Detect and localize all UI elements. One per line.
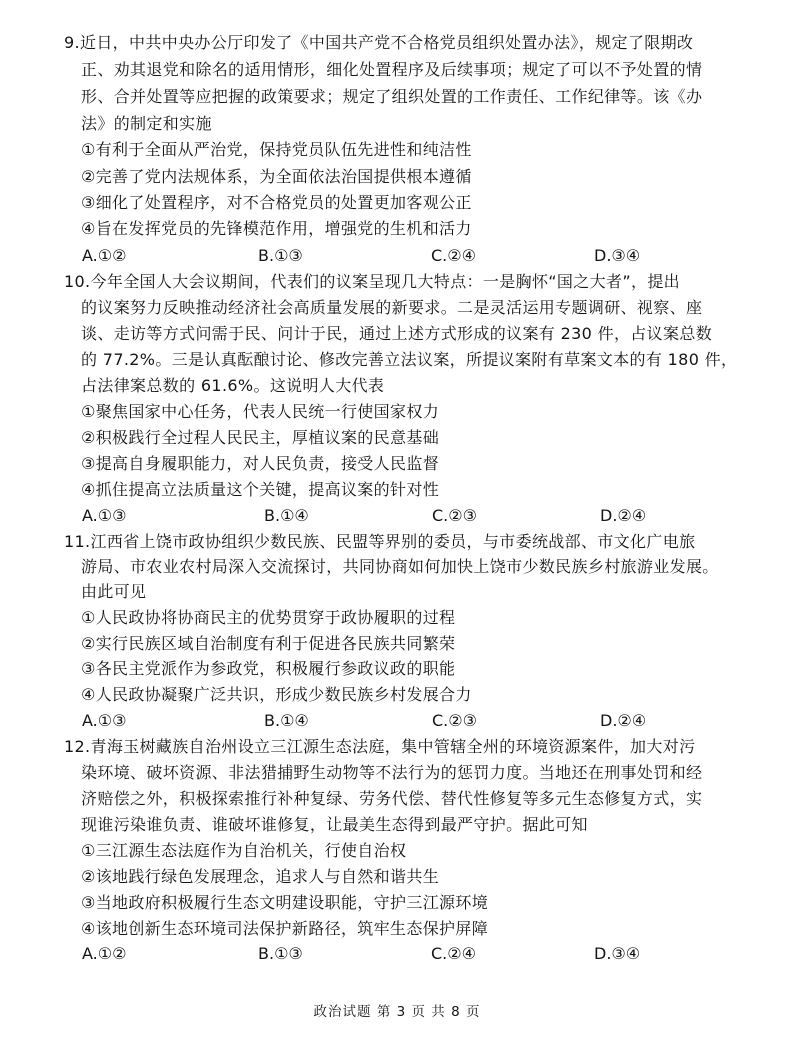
question-12-statement-1: ①三江源生态法庭作为自治机关，行使自治权 bbox=[81, 841, 407, 860]
question-11-statement-3: ③各民主党派作为参政党，积极履行参政议政的职能 bbox=[81, 659, 456, 678]
question-10-stem-line: 谈、走访等方式问需于民、问计于民，通过上述方式形成的议案有 230 件，占议案总数 bbox=[81, 324, 713, 343]
question-9-statement-4: ④旨在发挥党员的先锋模范作用，增强党的生机和活力 bbox=[81, 219, 472, 238]
question-9-choice-d: D.③④ bbox=[594, 246, 641, 265]
question-9-statement-1: ①有利于全面从严治党，保持党员队伍先进性和纯洁性 bbox=[81, 140, 472, 159]
question-12-choice-d: D.③④ bbox=[594, 944, 641, 963]
question-10-statement-2: ②积极践行全过程人民民主，厚植议案的民意基础 bbox=[81, 428, 440, 447]
question-10-choice-b: B.①④ bbox=[264, 506, 309, 525]
question-9-choice-c: C.②④ bbox=[431, 246, 476, 265]
question-11-stem-line: 游局、市农业农村局深入交流探讨，共同协商如何加快上饶市少数民族乡村旅游业发展。 bbox=[81, 557, 719, 576]
question-12-stem-line: 12.青海玉树藏族自治州设立三江源生态法庭，集中管辖全州的环境资源案件，加大对污 bbox=[64, 737, 696, 756]
question-10-choice-d: D.②④ bbox=[600, 506, 647, 525]
question-9-stem-line: 形、合并处置等应把握的政策要求；规定了组织处置的工作责任、工作纪律等。该《办 bbox=[81, 87, 703, 106]
question-10-stem-line: 10.今年全国人大会议期间，代表们的议案呈现几大特点：一是胸怀“国之大者”，提出 bbox=[64, 272, 681, 291]
question-11-statement-4: ④人民政协凝聚广泛共识，形成少数民族乡村发展合力 bbox=[81, 685, 472, 704]
question-10-statement-1: ①聚焦国家中心任务，代表人民统一行使国家权力 bbox=[81, 402, 440, 421]
question-12-statement-4: ④该地创新生态环境司法保护新路径，筑牢生态保护屏障 bbox=[81, 919, 489, 938]
question-10-statement-4: ④抓住提高立法质量这个关键，提高议案的针对性 bbox=[81, 480, 440, 499]
question-10-stem-line: 的 77.2%。三是认真酝酿讨论、修改完善立法议案，所提议案附有草案文本的有 180 件， bbox=[81, 350, 738, 369]
question-12-stem-line: 现谁污染谁负责、谁破坏谁修复，让最美生态得到最严守护。据此可知 bbox=[81, 815, 588, 834]
question-12-choice-a: A.①② bbox=[82, 944, 127, 963]
question-10-stem-line: 的议案努力反映推动经济社会高质量发展的新要求。二是灵活运用专题调研、视察、座 bbox=[81, 298, 703, 317]
question-9-statement-3: ③细化了处置程序，对不合格党员的处置更加客观公正 bbox=[81, 193, 472, 212]
question-11-choice-a: A.①③ bbox=[82, 711, 127, 730]
question-12-stem-line: 济赔偿之外，积极探索推行补种复绿、劳务代偿、替代性修复等多元生态修复方式，实 bbox=[81, 789, 703, 808]
question-12-stem-line: 染环境、破坏资源、非法猎捕野生动物等不法行为的惩罚力度。当地还在刑事处罚和经 bbox=[81, 763, 703, 782]
question-9-stem-line: 9.近日，中共中央办公厅印发了《中国共产党不合格党员组织处置办法》，规定了限期改 bbox=[64, 33, 694, 52]
question-9-statement-2: ②完善了党内法规体系，为全面依法治国提供根本遵循 bbox=[81, 167, 472, 186]
question-11-statement-2: ②实行民族区域自治制度有利于促进各民族共同繁荣 bbox=[81, 634, 456, 653]
page-footer: 政治试题 第 3 页 共 8 页 bbox=[313, 1004, 481, 1020]
question-11-stem-line: 11.江西省上饶市政协组织少数民族、民盟等界别的委员，与市委统战部、市文化广电旅 bbox=[64, 532, 696, 551]
question-11-choice-d: D.②④ bbox=[600, 711, 647, 730]
question-12-statement-2: ②该地践行绿色发展理念，追求人与自然和谐共生 bbox=[81, 867, 440, 886]
question-10-choice-c: C.②③ bbox=[432, 506, 477, 525]
question-11-choice-b: B.①④ bbox=[264, 711, 309, 730]
question-11-choice-c: C.②③ bbox=[432, 711, 477, 730]
question-11-stem-line: 由此可见 bbox=[81, 582, 147, 601]
question-12-statement-3: ③当地政府积极履行生态文明建设职能，守护三江源环境 bbox=[81, 893, 489, 912]
question-9-choice-b: B.①③ bbox=[258, 246, 303, 265]
question-10-choice-a: A.①③ bbox=[82, 506, 127, 525]
question-10-statement-3: ③提高自身履职能力，对人民负责，接受人民监督 bbox=[81, 454, 440, 473]
question-12-choice-c: C.②④ bbox=[431, 944, 476, 963]
question-9-choice-a: A.①② bbox=[82, 246, 127, 265]
question-9-stem-line: 正、劝其退党和除名的适用情形，细化处置程序及后续事项；规定了可以不予处置的情 bbox=[81, 60, 703, 79]
question-10-stem-line: 占法律案总数的 61.6%。这说明人大代表 bbox=[81, 376, 385, 395]
question-11-statement-1: ①人民政协将协商民主的优势贯穿于政协履职的过程 bbox=[81, 608, 456, 627]
question-12-choice-b: B.①③ bbox=[258, 944, 303, 963]
question-9-stem-line: 法》的制定和实施 bbox=[81, 114, 212, 133]
